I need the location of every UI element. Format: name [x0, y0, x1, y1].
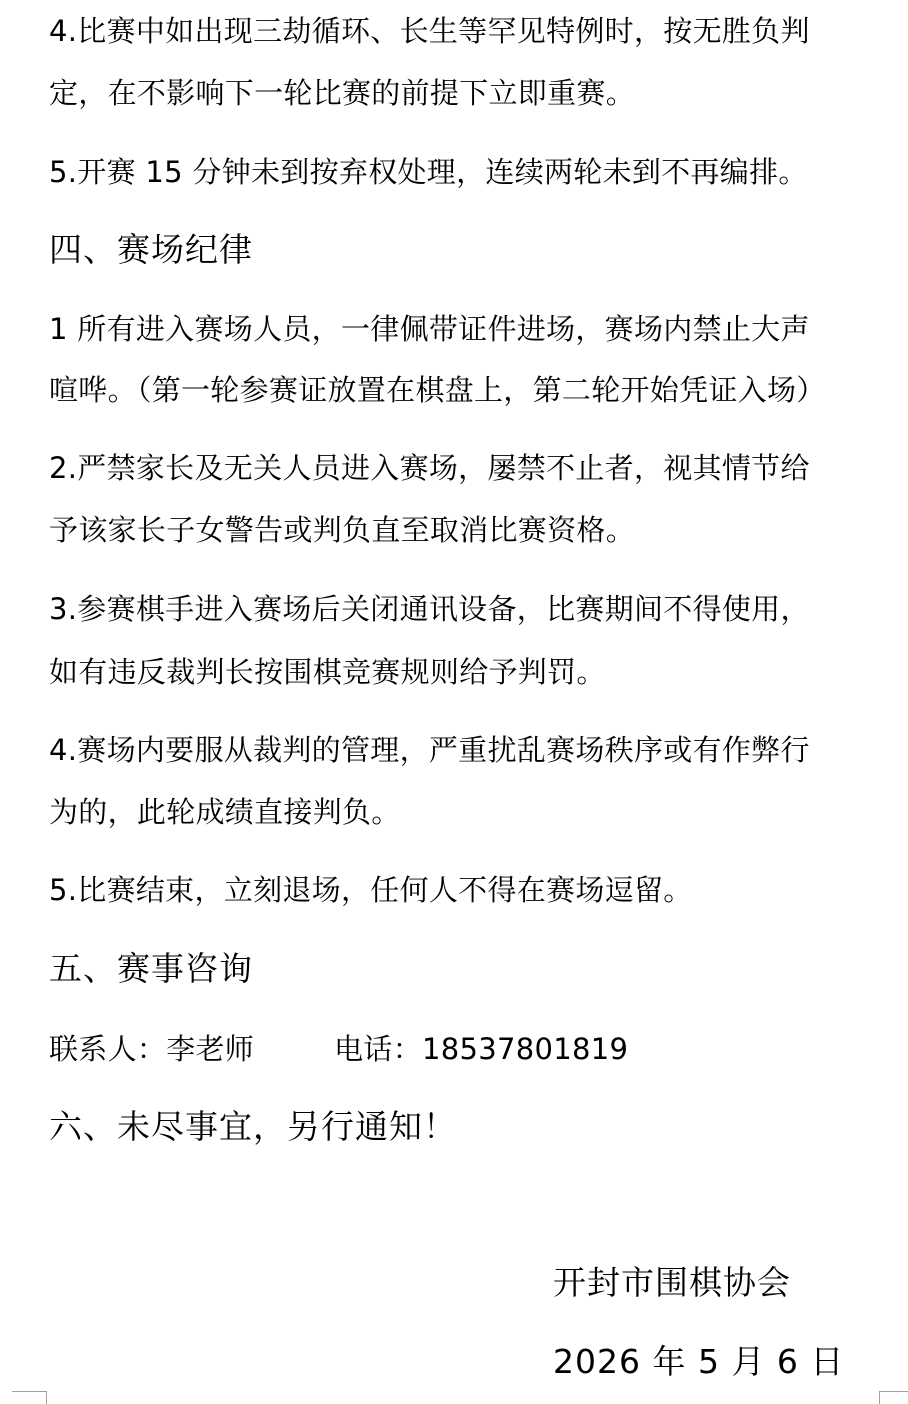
contact-phone: 电话：18537801819	[334, 1032, 629, 1066]
rule-5: 5.开赛 15 分钟未到按弃权处理，连续两轮未到不再编排。	[49, 155, 808, 189]
page-corner-mark-left	[12, 1391, 47, 1404]
organizer-signature: 开封市围棋协会	[553, 1263, 791, 1302]
consult-heading: 五、赛事咨询	[49, 949, 253, 988]
discipline-4-line-1: 4.赛场内要服从裁判的管理，严重扰乱赛场秩序或有作弊行	[49, 733, 810, 767]
discipline-heading: 四、赛场纪律	[49, 230, 253, 269]
discipline-5: 5.比赛结束，立刻退场，任何人不得在赛场逗留。	[49, 873, 693, 907]
discipline-3-line-1: 3.参赛棋手进入赛场后关闭通讯设备，比赛期间不得使用，	[49, 592, 810, 626]
signature-date: 2026 年 5 月 6 日	[553, 1342, 845, 1381]
rule-4-line-2: 定，在不影响下一轮比赛的前提下立即重赛。	[49, 76, 636, 110]
discipline-1-line-2: 喧哗。（第一轮参赛证放置在棋盘上，第二轮开始凭证入场）	[49, 373, 826, 407]
contact-line	[49, 1029, 628, 1069]
closing-note: 六、未尽事宜，另行通知！	[49, 1107, 457, 1146]
discipline-1-line-1: 1 所有进入赛场人员，一律佩带证件进场，赛场内禁止大声	[49, 312, 810, 346]
contact-person: 联系人：李老师	[49, 1032, 255, 1066]
discipline-4-line-2: 为的，此轮成绩直接判负。	[49, 795, 401, 829]
discipline-2-line-2: 予该家长子女警告或判负直至取消比赛资格。	[49, 513, 636, 547]
rule-4-line-1: 4.比赛中如出现三劫循环、长生等罕见特例时，按无胜负判	[49, 14, 810, 48]
page-corner-mark-right	[879, 1391, 908, 1404]
discipline-3-line-2: 如有违反裁判长按围棋竞赛规则给予判罚。	[49, 655, 606, 689]
discipline-2-line-1: 2.严禁家长及无关人员进入赛场，屡禁不止者，视其情节给	[49, 451, 810, 485]
